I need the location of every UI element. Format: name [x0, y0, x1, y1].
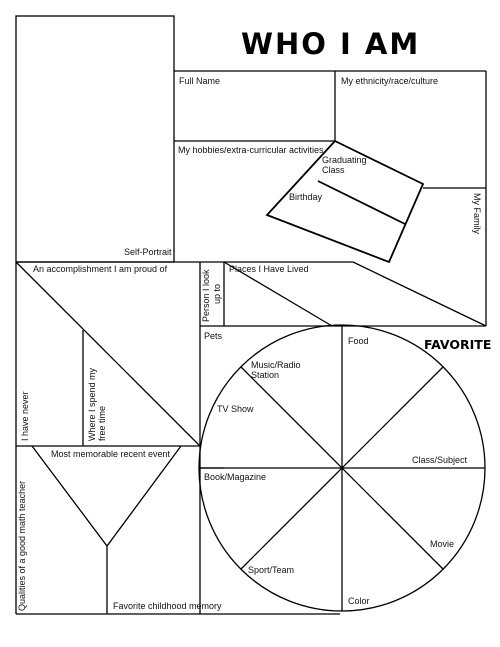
- i-have-never-label: I have never: [20, 391, 30, 441]
- family-diagonal: [353, 262, 486, 326]
- pets-label: Pets: [204, 331, 223, 341]
- math-teacher-label: Qualities of a good math teacher: [17, 480, 27, 611]
- ethnicity-label: My ethnicity/race/culture: [341, 76, 439, 86]
- music-label-1: Music/Radio: [251, 360, 301, 370]
- birthday-label: Birthday: [289, 192, 323, 202]
- graduating-class-label-1: Graduating: [322, 155, 367, 165]
- accomplishment-label: An accomplishment I am proud of: [33, 264, 168, 274]
- tv-show-label: TV Show: [217, 404, 254, 414]
- movie-label: Movie: [430, 539, 455, 549]
- my-family-label: My Family: [472, 193, 482, 234]
- page-title: WHO I AM: [241, 27, 421, 61]
- favorite-heading: FAVORITE: [424, 337, 492, 352]
- sport-team-label: Sport/Team: [248, 565, 295, 575]
- full-name-label: Full Name: [179, 76, 221, 86]
- hobbies-label: My hobbies/extra-curricular activities: [178, 145, 324, 155]
- person-look-up-label-1: Person I look: [201, 269, 211, 322]
- free-time-label-2: free time: [97, 405, 107, 441]
- event-triangle: [32, 446, 181, 546]
- class-subject-label: Class/Subject: [412, 455, 468, 465]
- food-label: Food: [348, 336, 369, 346]
- memorable-event-label: Most memorable recent event: [51, 449, 171, 459]
- accomplishment-diagonal: [16, 262, 200, 446]
- graduating-birthday-divider: [318, 181, 405, 224]
- places-lived-label: Places I Have Lived: [229, 264, 309, 274]
- self-portrait-box[interactable]: [16, 16, 174, 262]
- free-time-label-1: Where I spend my: [87, 367, 97, 441]
- graduating-class-label-2: Class: [322, 165, 345, 175]
- self-portrait-label: Self-Portrait: [124, 247, 172, 257]
- book-magazine-label: Book/Magazine: [204, 472, 267, 482]
- person-look-up-label-2: up to: [212, 283, 222, 304]
- childhood-memory-label: Favorite childhood memory: [113, 601, 222, 611]
- music-label-2: Station: [251, 370, 280, 380]
- color-label: Color: [348, 596, 370, 606]
